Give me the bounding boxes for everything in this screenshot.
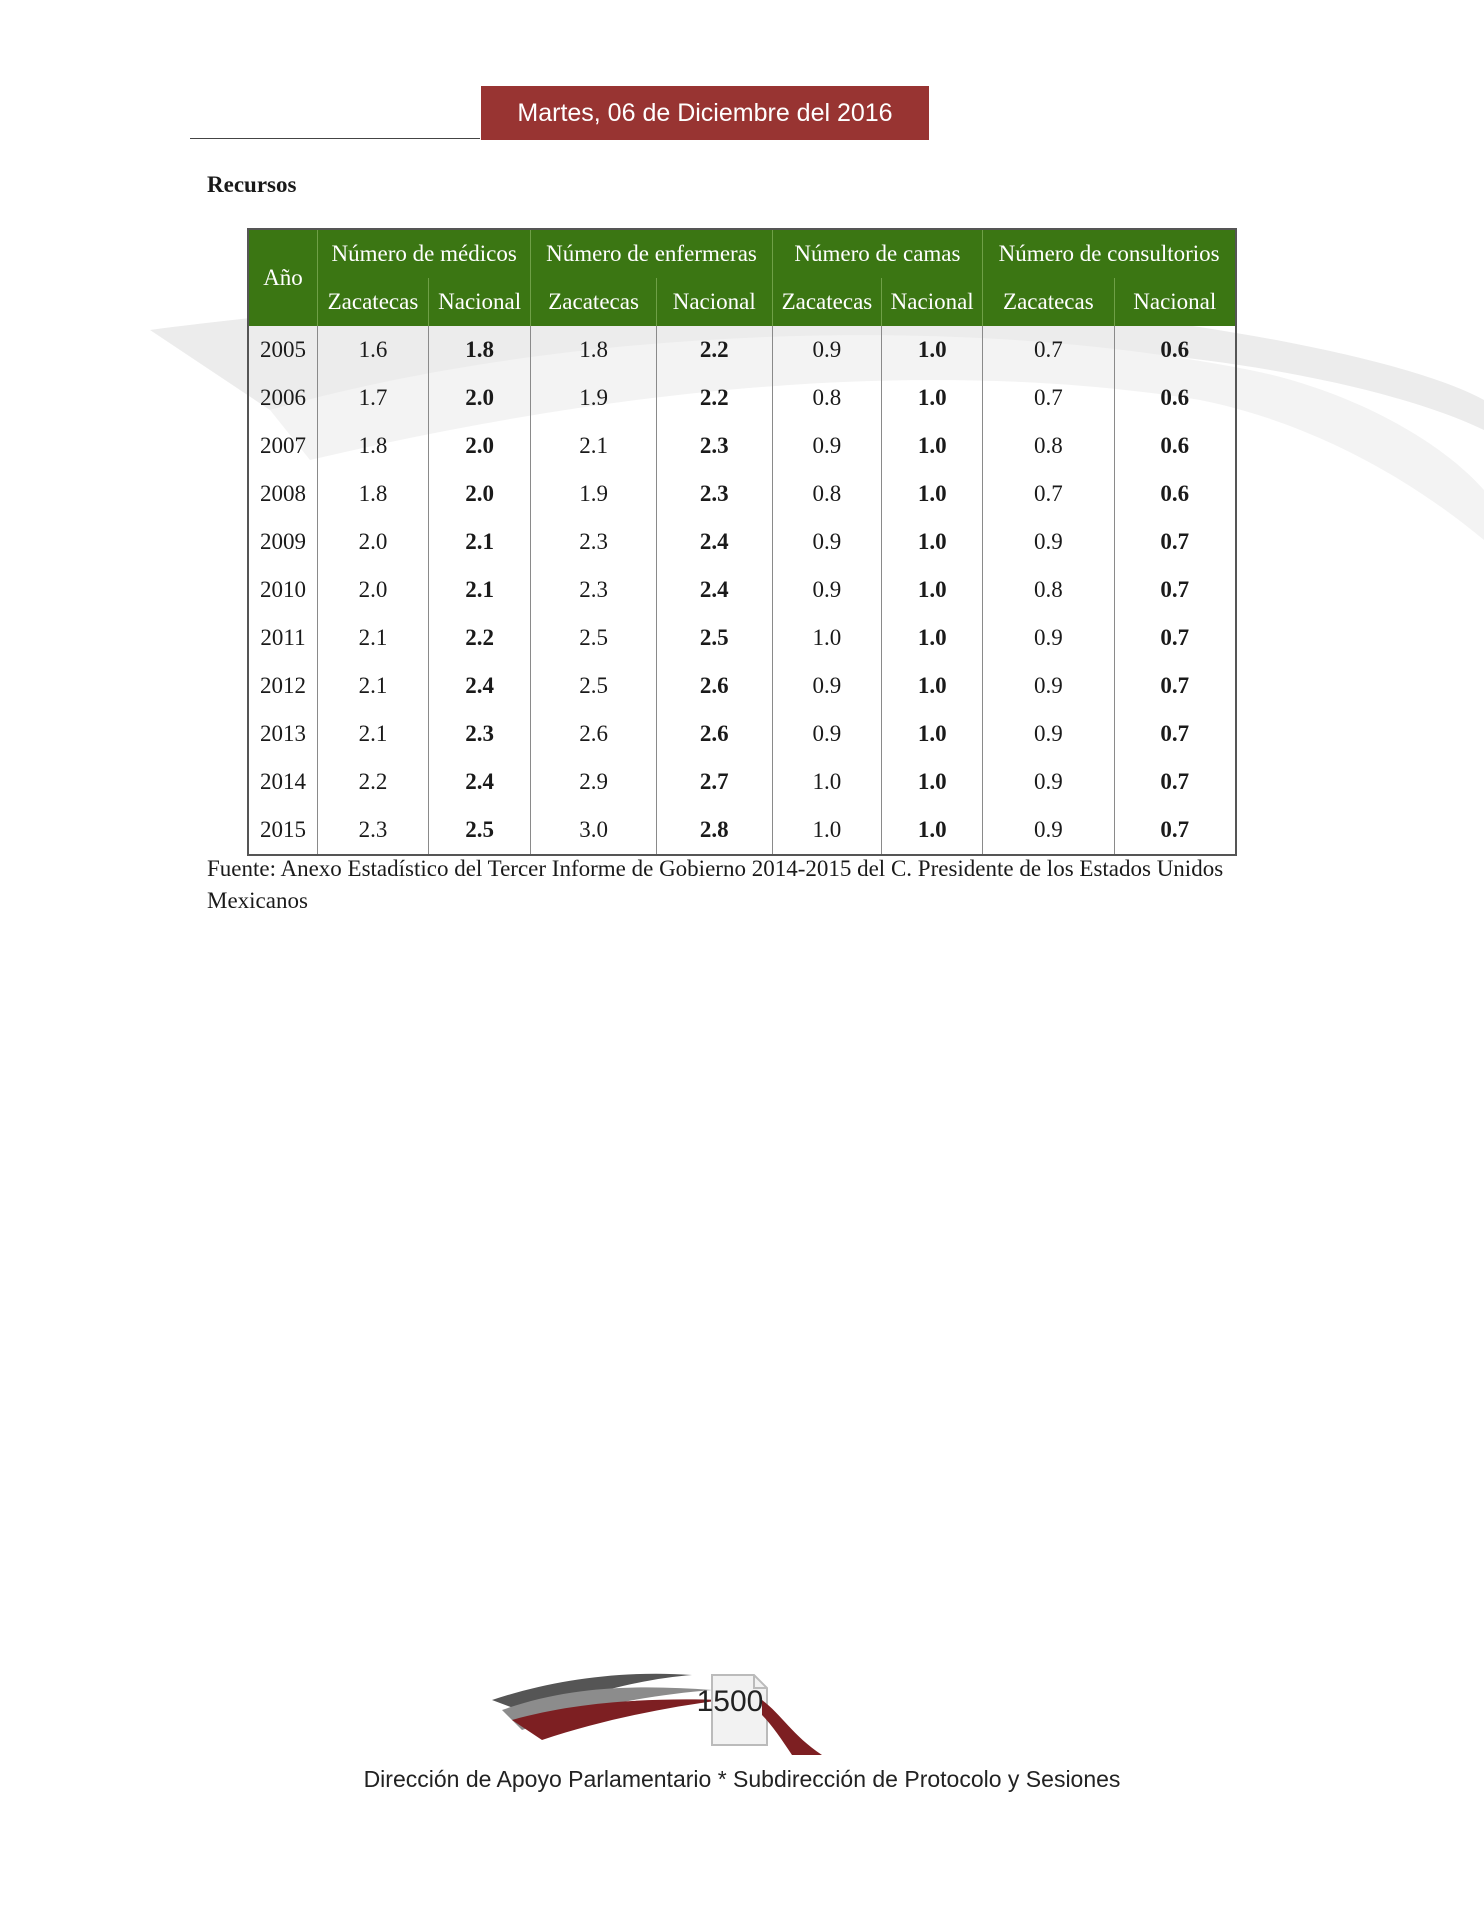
national-value-cell: 1.0	[882, 614, 983, 662]
zacatecas-value-cell: 1.9	[531, 374, 656, 422]
date-banner: Martes, 06 de Diciembre del 2016	[481, 86, 929, 140]
national-value-cell: 1.0	[882, 662, 983, 710]
zacatecas-value-cell: 1.7	[318, 374, 429, 422]
zacatecas-value-cell: 0.9	[772, 326, 881, 374]
zacatecas-value-cell: 1.8	[318, 422, 429, 470]
year-cell: 2010	[260, 577, 306, 602]
zacatecas-value-cell: 0.9	[983, 662, 1114, 710]
footer-logo	[492, 1660, 832, 1755]
national-value-cell: 0.7	[1114, 662, 1236, 710]
national-value-cell: 2.7	[656, 758, 772, 806]
zacatecas-value-cell: 0.9	[983, 806, 1114, 855]
zacatecas-value-cell: 2.5	[531, 614, 656, 662]
zacatecas-value-cell: 0.9	[772, 518, 881, 566]
table-row	[248, 758, 1236, 806]
zacatecas-value-cell: 0.9	[983, 518, 1114, 566]
subheader: Nacional	[882, 278, 983, 326]
national-value-cell: 2.4	[428, 758, 530, 806]
zacatecas-value-cell: 2.1	[318, 662, 429, 710]
national-value-cell: 1.0	[882, 326, 983, 374]
zacatecas-value-cell: 0.9	[772, 662, 881, 710]
national-value-cell: 1.0	[882, 422, 983, 470]
national-value-cell: 0.7	[1114, 614, 1236, 662]
national-value-cell: 2.3	[656, 470, 772, 518]
zacatecas-value-cell: 2.1	[318, 614, 429, 662]
subheader: Zacatecas	[772, 278, 881, 326]
header-rule	[190, 138, 480, 139]
national-value-cell: 2.3	[656, 422, 772, 470]
national-value-cell: 1.0	[882, 518, 983, 566]
national-value-cell: 1.0	[882, 374, 983, 422]
zacatecas-value-cell: 1.8	[531, 326, 656, 374]
zacatecas-value-cell: 0.9	[983, 758, 1114, 806]
zacatecas-value-cell: 1.8	[318, 470, 429, 518]
zacatecas-value-cell: 0.9	[772, 422, 881, 470]
table-row	[248, 710, 1236, 758]
table-subheader-row	[248, 278, 1236, 326]
year-cell: 2013	[260, 721, 306, 746]
group-header: Número de enfermeras	[531, 229, 772, 278]
zacatecas-value-cell: 0.7	[983, 326, 1114, 374]
national-value-cell: 1.0	[882, 806, 983, 855]
group-header: Número de médicos	[318, 229, 531, 278]
year-cell: 2009	[260, 529, 306, 554]
table-row	[248, 422, 1236, 470]
national-value-cell: 2.4	[428, 662, 530, 710]
zacatecas-value-cell: 0.9	[772, 566, 881, 614]
table-row	[248, 374, 1236, 422]
national-value-cell: 0.7	[1114, 758, 1236, 806]
zacatecas-value-cell: 2.5	[531, 662, 656, 710]
zacatecas-value-cell: 2.1	[318, 710, 429, 758]
table-body	[248, 326, 1236, 855]
national-value-cell: 1.0	[882, 566, 983, 614]
zacatecas-value-cell: 2.0	[318, 518, 429, 566]
zacatecas-value-cell: 2.3	[531, 518, 656, 566]
zacatecas-value-cell: 2.3	[318, 806, 429, 855]
national-value-cell: 0.7	[1114, 806, 1236, 855]
national-value-cell: 2.2	[428, 614, 530, 662]
national-value-cell: 2.0	[428, 374, 530, 422]
table-row	[248, 566, 1236, 614]
national-value-cell: 2.4	[656, 566, 772, 614]
group-header: Número de camas	[772, 229, 983, 278]
year-cell: 2014	[260, 769, 306, 794]
national-value-cell: 0.7	[1114, 710, 1236, 758]
national-value-cell: 0.6	[1114, 422, 1236, 470]
zacatecas-value-cell: 0.8	[772, 470, 881, 518]
year-header: Año	[248, 229, 318, 326]
zacatecas-value-cell: 0.9	[983, 710, 1114, 758]
national-value-cell: 2.0	[428, 470, 530, 518]
national-value-cell: 0.6	[1114, 470, 1236, 518]
source-note: Fuente: Anexo Estadístico del Tercer Informe de Gobierno 2014-2015 del C. Presidente de los Estados Unidos Mexicanos	[207, 856, 1224, 913]
year-cell: 2011	[260, 625, 306, 650]
table-row	[248, 614, 1236, 662]
national-value-cell: 2.6	[656, 710, 772, 758]
year-cell: 2015	[260, 817, 306, 842]
subheader: Nacional	[656, 278, 772, 326]
table-row	[248, 806, 1236, 855]
footer-text: Dirección de Apoyo Parlamentario * Subdirección de Protocolo y Sesiones	[363, 1766, 1121, 1792]
zacatecas-value-cell: 2.1	[531, 422, 656, 470]
zacatecas-value-cell: 2.0	[318, 566, 429, 614]
national-value-cell: 2.2	[656, 326, 772, 374]
national-value-cell: 2.1	[428, 518, 530, 566]
subheader: Zacatecas	[983, 278, 1114, 326]
zacatecas-value-cell: 0.7	[983, 470, 1114, 518]
national-value-cell: 0.7	[1114, 566, 1236, 614]
national-value-cell: 0.6	[1114, 374, 1236, 422]
national-value-cell: 1.0	[882, 758, 983, 806]
table-row	[248, 662, 1236, 710]
national-value-cell: 1.0	[882, 710, 983, 758]
zacatecas-value-cell: 2.2	[318, 758, 429, 806]
zacatecas-value-cell: 0.7	[983, 374, 1114, 422]
table-group-header-row	[248, 229, 1236, 278]
national-value-cell: 2.2	[656, 374, 772, 422]
subheader: Nacional	[1114, 278, 1236, 326]
year-cell: 2008	[260, 481, 306, 506]
national-value-cell: 2.5	[428, 806, 530, 855]
national-value-cell: 2.8	[656, 806, 772, 855]
zacatecas-value-cell: 0.8	[983, 566, 1114, 614]
year-cell: 2006	[260, 385, 306, 410]
zacatecas-value-cell: 2.3	[531, 566, 656, 614]
zacatecas-value-cell: 1.0	[772, 614, 881, 662]
zacatecas-value-cell: 1.6	[318, 326, 429, 374]
table-row	[248, 470, 1236, 518]
group-header: Número de consultorios	[983, 229, 1236, 278]
zacatecas-value-cell: 1.9	[531, 470, 656, 518]
national-value-cell: 2.3	[428, 710, 530, 758]
national-value-cell: 2.1	[428, 566, 530, 614]
zacatecas-value-cell: 3.0	[531, 806, 656, 855]
zacatecas-value-cell: 2.9	[531, 758, 656, 806]
national-value-cell: 2.5	[656, 614, 772, 662]
zacatecas-value-cell: 0.8	[983, 422, 1114, 470]
section-title: Recursos	[207, 172, 297, 197]
national-value-cell: 1.8	[428, 326, 530, 374]
zacatecas-value-cell: 2.6	[531, 710, 656, 758]
year-cell: 2012	[260, 673, 306, 698]
subheader: Nacional	[428, 278, 530, 326]
zacatecas-value-cell: 1.0	[772, 758, 881, 806]
national-value-cell: 0.7	[1114, 518, 1236, 566]
page-number: 1500	[696, 1685, 764, 1718]
national-value-cell: 0.6	[1114, 326, 1236, 374]
national-value-cell: 2.6	[656, 662, 772, 710]
year-cell: 2005	[260, 337, 306, 362]
zacatecas-value-cell: 0.8	[772, 374, 881, 422]
zacatecas-value-cell: 0.9	[772, 710, 881, 758]
subheader: Zacatecas	[318, 278, 429, 326]
national-value-cell: 1.0	[882, 470, 983, 518]
resources-table	[247, 228, 1237, 856]
national-value-cell: 2.4	[656, 518, 772, 566]
zacatecas-value-cell: 0.9	[983, 614, 1114, 662]
table-row	[248, 518, 1236, 566]
year-cell: 2007	[260, 433, 306, 458]
table-row	[248, 326, 1236, 374]
subheader: Zacatecas	[531, 278, 656, 326]
national-value-cell: 2.0	[428, 422, 530, 470]
zacatecas-value-cell: 1.0	[772, 806, 881, 855]
